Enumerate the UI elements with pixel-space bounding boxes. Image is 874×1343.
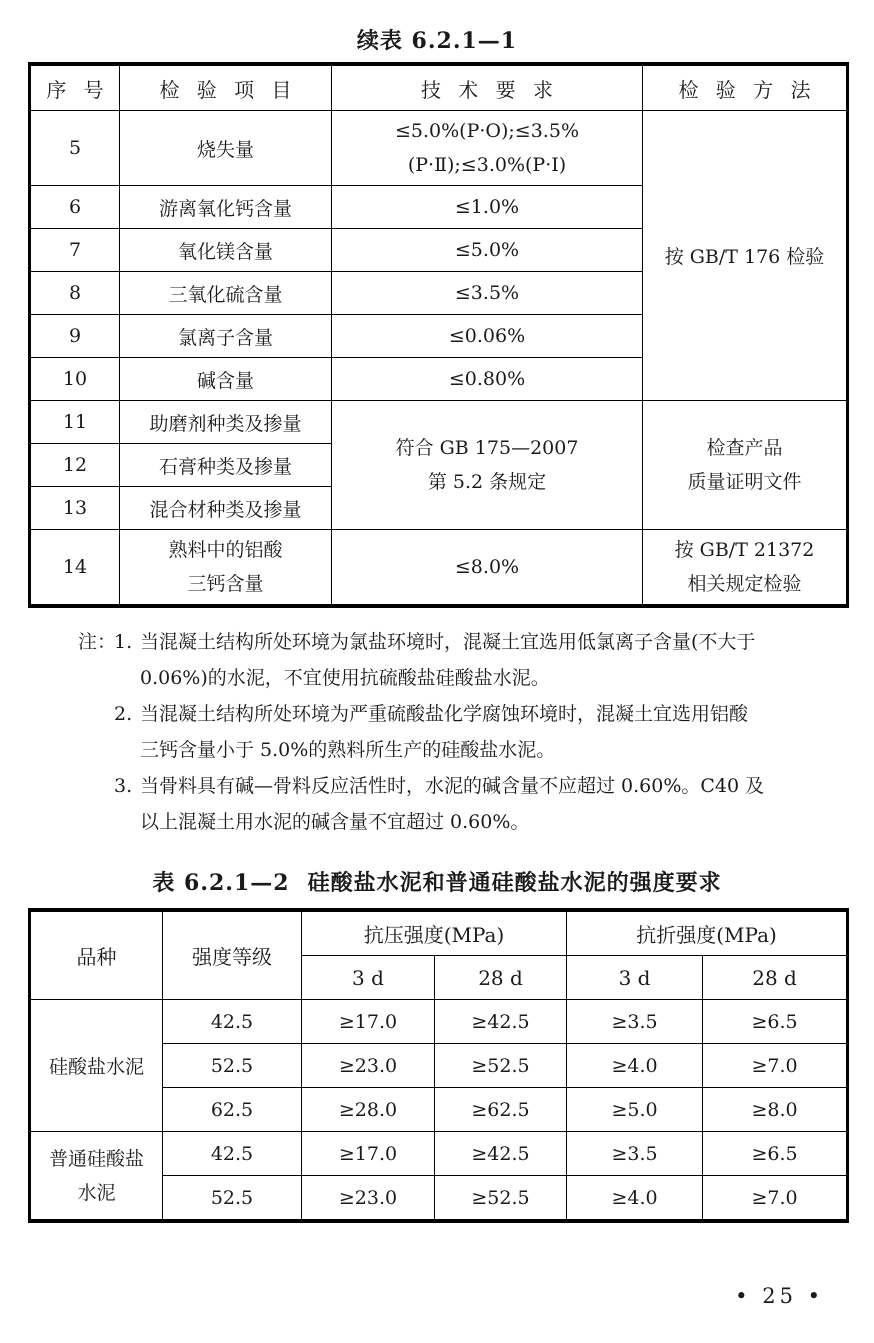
table2-header-3d: 3 d [302, 956, 435, 1000]
variety-line: 普通硅酸盐 [48, 1147, 144, 1170]
cell-variety: 硅酸盐水泥 [30, 1000, 163, 1132]
cell-item: 氯离子含量 [120, 315, 332, 358]
cell-compressive-28d: ≥42.5 [435, 1132, 567, 1176]
cell-compressive-3d: ≥28.0 [302, 1088, 435, 1132]
item-line: 熟料中的铝酸 [168, 539, 283, 561]
cell-item [120, 530, 332, 607]
table2-header-row-1 [30, 910, 848, 956]
cell-requirement: ≤0.80% [332, 358, 643, 401]
cell-flexural-3d: ≥3.5 [567, 1132, 703, 1176]
requirement-line: 第 5.2 条规定 [427, 471, 547, 493]
cell-flexural-28d: ≥7.0 [703, 1176, 848, 1222]
table1-header-item: 检 验 项 目 [120, 64, 332, 111]
cell-grade: 42.5 [163, 1000, 302, 1044]
cell-item: 游离氧化钙含量 [120, 186, 332, 229]
method-line: 相关规定检验 [687, 573, 802, 595]
cell-compressive-28d: ≥52.5 [435, 1044, 567, 1088]
table-row [30, 530, 848, 607]
cell-flexural-28d: ≥7.0 [703, 1044, 848, 1088]
item-line: 三钙含量 [187, 573, 264, 595]
cell-compressive-28d: ≥52.5 [435, 1176, 567, 1222]
note-item-1 [78, 624, 822, 696]
note-item-3 [78, 768, 822, 840]
note-number: 1. [114, 631, 133, 653]
method-line: 质量证明文件 [687, 471, 802, 493]
cell-requirement: ≤3.5% [332, 272, 643, 315]
table-row [30, 111, 848, 186]
note-text: 当骨料具有碱—骨料反应活性时，水泥的碱含量不应超过 0.60%。C40 及 以上混凝土用水泥的碱含量不宜超过 0.60%。 [140, 775, 765, 833]
cell-flexural-28d: ≥6.5 [703, 1132, 848, 1176]
cell-no: 14 [30, 530, 120, 607]
method-line: 按 GB/T 21372 [674, 539, 815, 561]
page-number: • 25 • [735, 1284, 824, 1308]
table1-header-method: 检 验 方 法 [643, 64, 848, 111]
cell-no: 13 [30, 487, 120, 530]
table-row [30, 1000, 848, 1044]
cell-requirement-merged [332, 401, 643, 530]
table-row [30, 401, 848, 444]
cell-requirement: ≤1.0% [332, 186, 643, 229]
cell-item: 碱含量 [120, 358, 332, 401]
table-inspection-requirements [28, 62, 849, 608]
cell-grade: 52.5 [163, 1044, 302, 1088]
cell-no: 7 [30, 229, 120, 272]
cell-no: 8 [30, 272, 120, 315]
note-label: 注： [78, 631, 117, 653]
cell-method-merged: 按 GB/T 176 检验 [643, 111, 848, 401]
cell-item: 烧失量 [120, 111, 332, 186]
requirement-line: 符合 GB 175—2007 [395, 437, 579, 459]
table1-header-requirement: 技 术 要 求 [332, 64, 643, 111]
cell-item: 氧化镁含量 [120, 229, 332, 272]
method-line: 检查产品 [706, 437, 783, 459]
table2-header-compressive: 抗压强度(MPa) [302, 910, 567, 956]
cell-method [643, 530, 848, 607]
table2-header-3d: 3 d [567, 956, 703, 1000]
cell-item: 助磨剂种类及掺量 [120, 401, 332, 444]
cell-no: 10 [30, 358, 120, 401]
cell-no: 9 [30, 315, 120, 358]
cell-variety [30, 1132, 163, 1222]
requirement-line: (P·Ⅱ);≤3.0%(P·Ⅰ) [407, 154, 567, 176]
cell-no: 5 [30, 111, 120, 186]
cell-item: 石膏种类及掺量 [120, 444, 332, 487]
cell-flexural-28d: ≥8.0 [703, 1088, 848, 1132]
table-row [30, 1132, 848, 1176]
cell-compressive-3d: ≥17.0 [302, 1132, 435, 1176]
cell-flexural-3d: ≥3.5 [567, 1000, 703, 1044]
table2-title-text: 硅酸盐水泥和普通硅酸盐水泥的强度要求 [307, 870, 722, 896]
cell-grade: 62.5 [163, 1088, 302, 1132]
table-notes [78, 624, 822, 840]
cell-compressive-28d: ≥42.5 [435, 1000, 567, 1044]
note-text: 当混凝土结构所处环境为氯盐环境时，混凝土宜选用低氯离子含量(不大于 0.06%)的水泥，不宜使用抗硫酸盐硅酸盐水泥。 [140, 631, 756, 689]
cell-requirement [332, 111, 643, 186]
cell-compressive-3d: ≥23.0 [302, 1044, 435, 1088]
note-number: 3. [114, 775, 133, 797]
cell-flexural-3d: ≥5.0 [567, 1088, 703, 1132]
cell-no: 12 [30, 444, 120, 487]
cell-compressive-28d: ≥62.5 [435, 1088, 567, 1132]
cell-no: 11 [30, 401, 120, 444]
note-number: 2. [114, 703, 133, 725]
cell-requirement: ≤0.06% [332, 315, 643, 358]
table2-header-flexural: 抗折强度(MPa) [567, 910, 848, 956]
cell-flexural-3d: ≥4.0 [567, 1044, 703, 1088]
cell-requirement: ≤5.0% [332, 229, 643, 272]
cell-method-merged [643, 401, 848, 530]
table2-title [0, 866, 874, 897]
table1-title: 续表 6.2.1—1 [356, 28, 518, 54]
cell-grade: 42.5 [163, 1132, 302, 1176]
cell-requirement: ≤8.0% [332, 530, 643, 607]
table2-header-grade: 强度等级 [163, 910, 302, 1000]
note-item-2 [78, 696, 822, 768]
variety-line: 水泥 [77, 1181, 116, 1204]
cell-compressive-3d: ≥23.0 [302, 1176, 435, 1222]
cell-flexural-28d: ≥6.5 [703, 1000, 848, 1044]
table2-header-28d: 28 d [703, 956, 848, 1000]
table2-header-variety: 品种 [30, 910, 163, 1000]
cell-compressive-3d: ≥17.0 [302, 1000, 435, 1044]
table1-header-no: 序 号 [30, 64, 120, 111]
table-strength-requirements [28, 908, 849, 1223]
cell-no: 6 [30, 186, 120, 229]
cell-flexural-3d: ≥4.0 [567, 1176, 703, 1222]
table2-title-number: 表 6.2.1—2 [152, 870, 290, 896]
cell-item: 三氧化硫含量 [120, 272, 332, 315]
table2-header-28d: 28 d [435, 956, 567, 1000]
cell-grade: 52.5 [163, 1176, 302, 1222]
note-text: 当混凝土结构所处环境为严重硫酸盐化学腐蚀环境时，混凝土宜选用铝酸 三钙含量小于 5.0%的熟料所生产的硅酸盐水泥。 [140, 703, 749, 761]
requirement-line: ≤5.0%(P·O);≤3.5% [394, 120, 579, 142]
table1-header-row [30, 64, 848, 111]
cell-item: 混合材种类及掺量 [120, 487, 332, 530]
